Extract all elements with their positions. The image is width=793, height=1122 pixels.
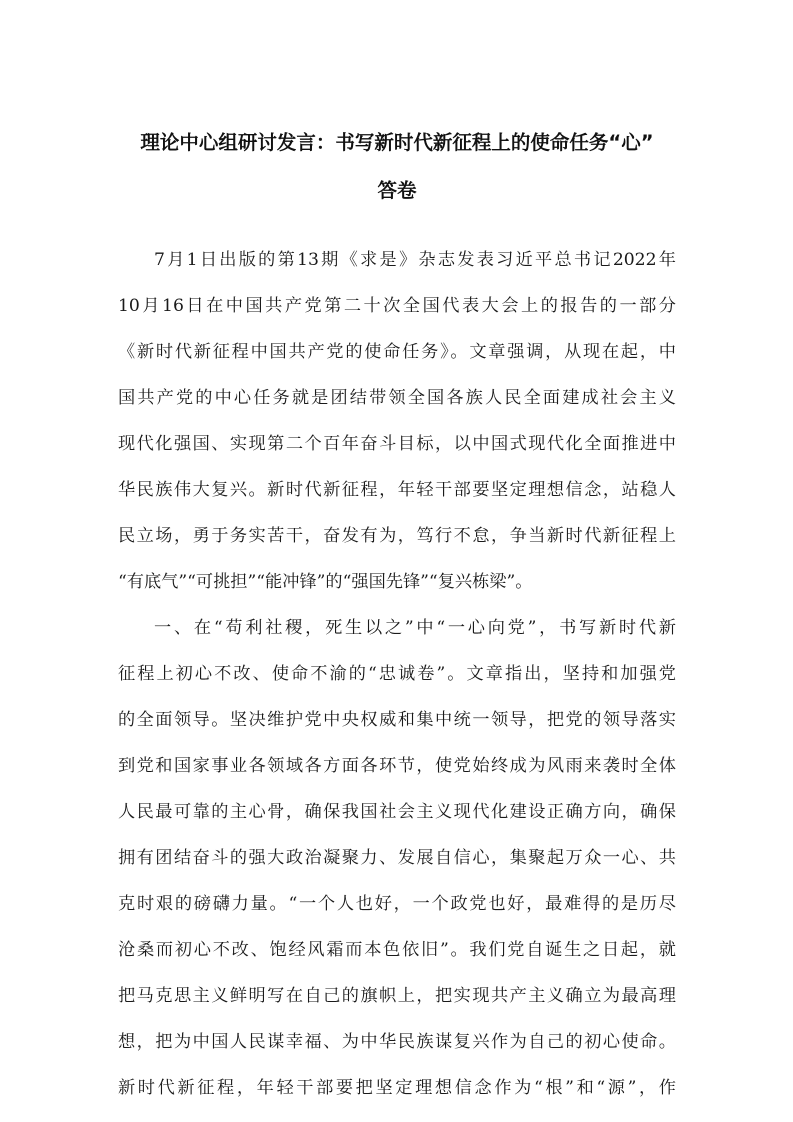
body-line: 克时艰的磅礴力量。“一个人也好，一个政党也好，最难得的是历尽 xyxy=(118,894,676,914)
body-line: 华民族伟大复兴。新时代新征程，年轻干部要坚定理想信念，站稳人 xyxy=(118,480,676,500)
body-line: 新时代新征程，年轻干部要把坚定理想信念作为“根”和“源”，作 xyxy=(118,1078,676,1098)
body-line: “有底气”“可挑担”“能冲锋”的“强国先锋”“复兴栋梁”。 xyxy=(118,572,533,592)
body-line: 7月1日出版的第13期《求是》杂志发表习近平总书记2022年 xyxy=(154,250,676,270)
body-line: 《新时代新征程中国共产党的使命任务》。文章强调，从现在起，中 xyxy=(118,342,676,362)
document-title-line-2: 答卷 xyxy=(377,179,417,202)
body-line: 国共产党的中心任务就是团结带领全国各族人民全面建成社会主义 xyxy=(118,388,676,408)
body-line: 的全面领导。坚决维护党中央权威和集中统一领导，把党的领导落实 xyxy=(118,710,676,730)
body-line: 民立场，勇于务实苦干，奋发有为，笃行不怠，争当新时代新征程上 xyxy=(118,526,676,546)
body-line: 把马克思主义鲜明写在自己的旗帜上，把实现共产主义确立为最高理 xyxy=(118,986,676,1006)
body-line: 想，把为中国人民谋幸福、为中华民族谋复兴作为自己的初心使命。 xyxy=(118,1032,676,1052)
body-line: 到党和国家事业各领域各方面各环节，使党始终成为风雨来袭时全体 xyxy=(118,756,676,776)
body-line: 10月16日在中国共产党第二十次全国代表大会上的报告的一部分 xyxy=(118,296,676,316)
body-line: 一、在“苟利社稷，死生以之”中“一心向党”，书写新时代新 xyxy=(154,618,676,638)
body-line: 人民最可靠的主心骨，确保我国社会主义现代化建设正确方向，确保 xyxy=(118,802,676,822)
body-line: 拥有团结奋斗的强大政治凝聚力、发展自信心，集聚起万众一心、共 xyxy=(118,848,676,868)
body-line: 沧桑而初心不改、饱经风霜而本色依旧”。我们党自诞生之日起，就 xyxy=(118,940,676,960)
body-line: 现代化强国、实现第二个百年奋斗目标，以中国式现代化全面推进中 xyxy=(118,434,676,454)
document-title-line-1: 理论中心组研讨发言：书写新时代新征程上的使命任务“心” xyxy=(140,131,654,154)
body-line: 征程上初心不改、使命不渝的“忠诚卷”。文章指出，坚持和加强党 xyxy=(118,664,676,684)
